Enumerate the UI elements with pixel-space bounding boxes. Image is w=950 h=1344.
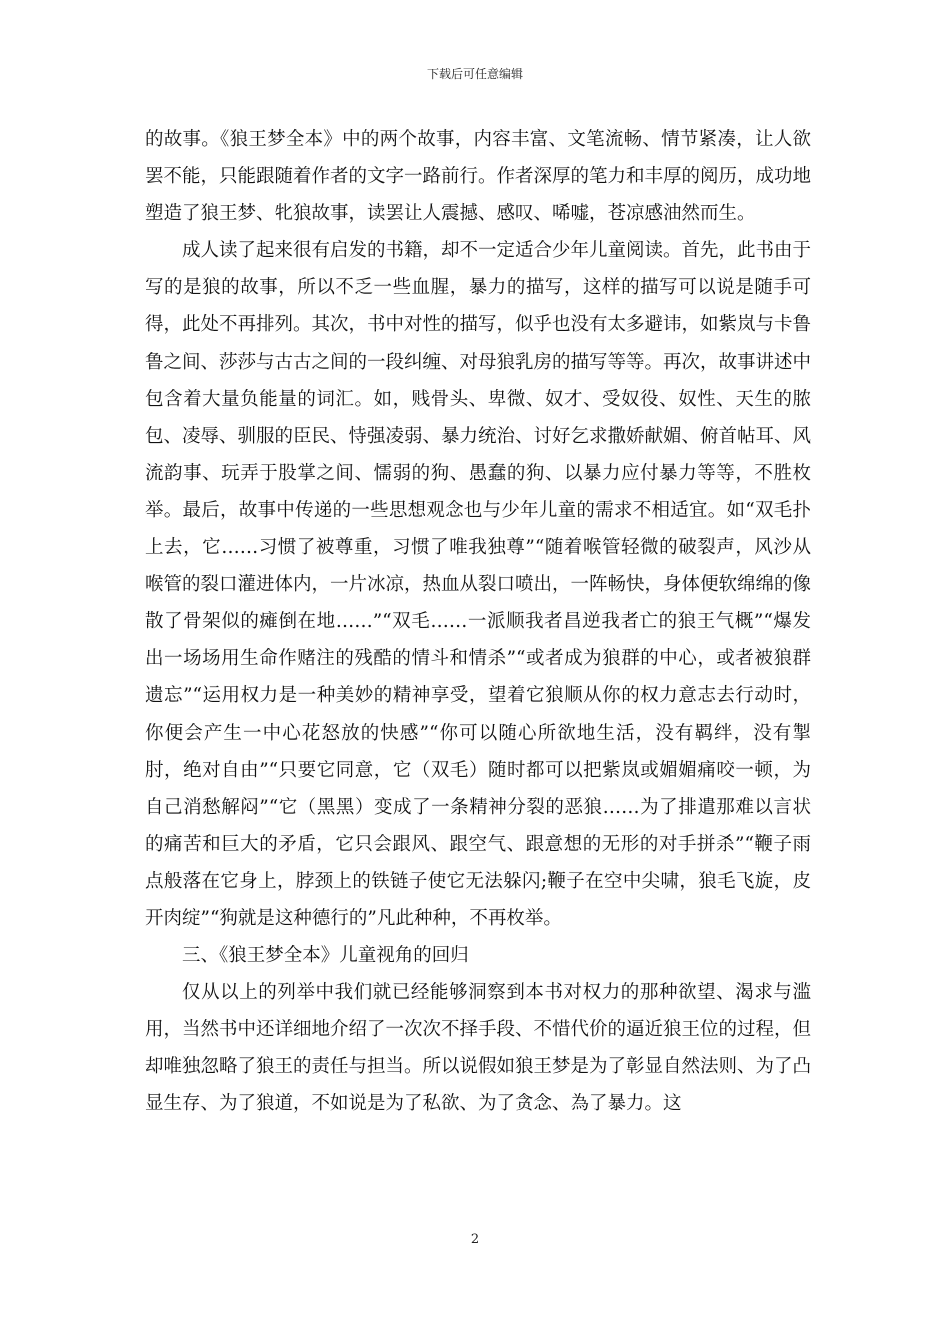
section-heading: 三、《狼王梦全本》儿童视角的回归 [182, 945, 469, 967]
body-text [145, 121, 811, 1123]
page-header: 下载后可任意编辑 [426, 67, 523, 81]
paragraph-continuation: 的故事。《狼王梦全本》中的两个故事，内容丰富、文笔流畅、情节紧凑，让人欲罢不能，只能跟随着作者的文字一路前行。作者深厚的笔力和丰厚的阅历，成功地塑造了狼王梦、牝狼故事，读罢让人震撼、感叹、唏嘘，苍凉感油然而生。 [145, 129, 812, 225]
paragraph: 仅从以上的列举中我们就已经能够洞察到本书对权力的那种欲望、渴求与滥用，当然书中还详细地介绍了一次次不择手段、不惜代价的逼近狼王位的过程，但却唯独忽略了狼王的责任与担当。所以说假如狼王梦是为了彰显自然法则、为了凸显生存、为了狼道，不如说是为了私欲、为了贪念、為了暴力。这 [145, 982, 812, 1115]
paragraph: 成人读了起来很有启发的书籍，却不一定适合少年儿童阅读。首先，此书由于写的是狼的故事，所以不乏一些血腥，暴力的描写，这样的描写可以说是随手可得，此处不再排列。其次，书中对性的描写，似乎也没有太多避讳，如紫岚与卡鲁鲁之间、莎莎与古古之间的一段纠缠、对母狼乳房的描写等等。再次，故事讲述中包含着大量负能量的词汇。如，贱骨头、卑微、奴才、受奴役、奴性、天生的脓包、凌辱、驯服的臣民、恃强凌弱、暴力统治、讨好乞求撒娇献媚、俯首帖耳、风流韵事、玩弄于股掌之间、懦弱的狗、愚蠢的狗、以暴力应付暴力等等，不胜枚举。最后，故事中传递的一些思想观念也与少年儿童的需求不相适宜。如“双毛扑上去，它……习惯了被尊重，习惯了唯我独尊”“随着喉管轻微的破裂声，风沙从喉管的裂口灌进体内，一片冰凉，热血从裂口喷出，一阵畅快，身体便软绵绵的像散了骨架似的瘫倒在地……”“双毛……一派顺我者昌逆我者亡的狼王气概”“爆发出一场场用生命作赌注的残酷的情斗和情杀”“或者成为狼群的中心，或者被狼群遗忘”“运用权力是一种美妙的精神享受，望着它狼顺从你的权力意志去行动时，你便会产生一中心花怒放的快感”“你可以随心所欲地生活，没有羁绊，没有掣肘，绝对自由”“只要它同意，它（双毛）随时都可以把紫岚或媚媚痛咬一顿，为自己消愁解闷”“它（黑黑）变成了一条精神分裂的恶狼……为了排遣那难以言状的痛苦和巨大的矛盾，它只会跟风、跟空气、跟意想的无形的对手拼杀”“鞭子雨点般落在它身上，脖颈上的铁链子使它无法躲闪;鞭子在空中尖啸，狼毛飞旋，皮开肉绽”“狗就是这种德行的”凡此种种，不再枚举。 [145, 240, 812, 929]
page-number: 2 [470, 1232, 480, 1247]
